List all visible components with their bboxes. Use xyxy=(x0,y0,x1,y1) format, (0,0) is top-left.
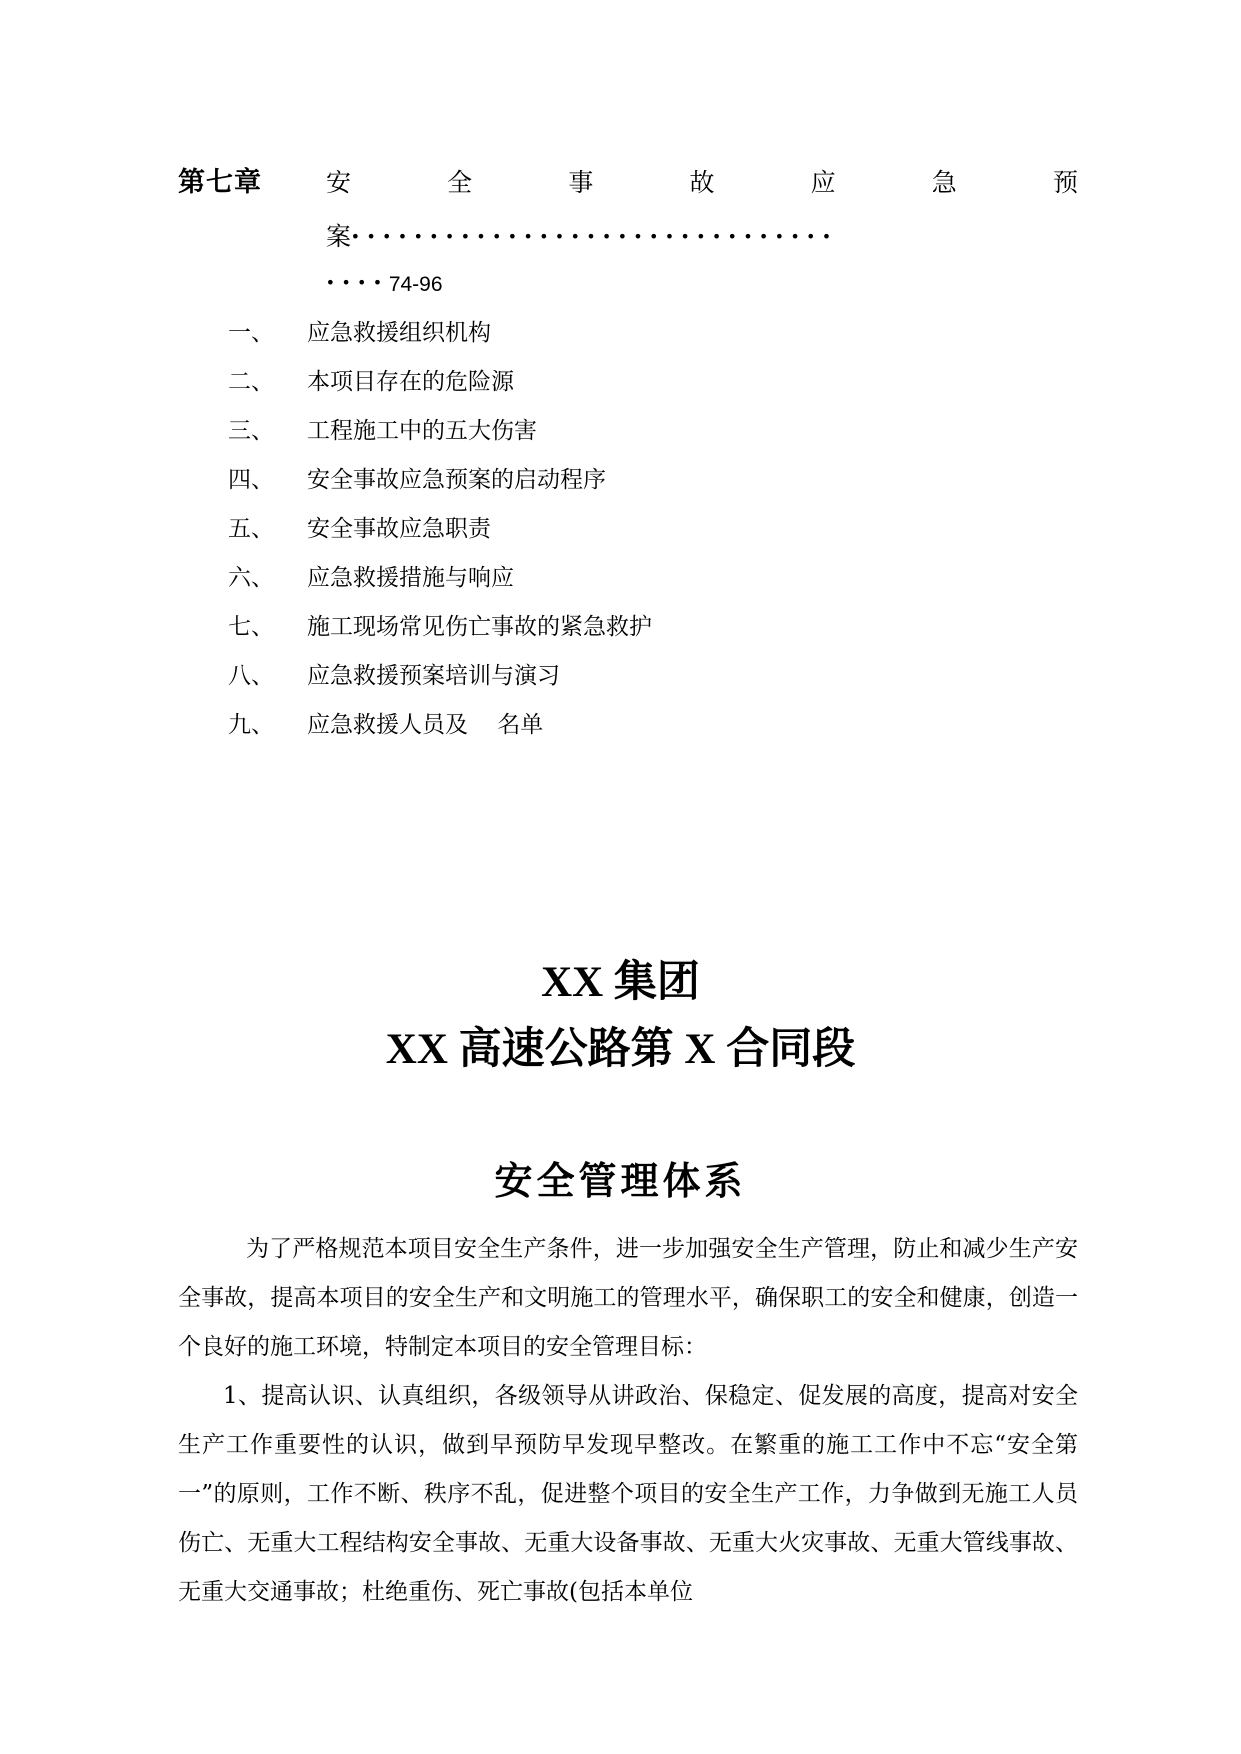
toc-item-number: 九、 xyxy=(228,712,274,738)
toc-item-text: 安全事故应急职责 xyxy=(307,516,491,542)
chapter-title-char: 故 xyxy=(689,168,715,197)
toc-item[interactable] xyxy=(228,658,652,707)
toc-item[interactable] xyxy=(228,462,652,511)
chapter-page-line xyxy=(326,268,443,297)
chapter-title-char: 全 xyxy=(447,168,473,197)
toc-item[interactable] xyxy=(228,707,652,756)
toc-item-text: 本项目存在的危险源 xyxy=(307,369,514,395)
organization-title: XX 集团 xyxy=(541,959,700,1006)
toc-leader-dots: ······························· xyxy=(351,222,838,251)
chapter-title-end: 案 xyxy=(326,222,352,251)
chapter-title-line1 xyxy=(326,163,1078,199)
toc-item-number: 六、 xyxy=(228,565,274,591)
document-title: 安全管理体系 xyxy=(494,1159,747,1203)
toc-item[interactable] xyxy=(228,364,652,413)
chapter-title-char: 应 xyxy=(810,168,836,197)
chapter-title-line2 xyxy=(326,217,1078,253)
contract-section-title: XX 高速公路第 X 合同段 xyxy=(385,1026,856,1073)
toc-section-list xyxy=(228,315,652,756)
toc-chapter-heading xyxy=(178,160,1078,200)
toc-item[interactable] xyxy=(228,609,652,658)
body-paragraph: 为了严格规范本项目安全生产条件，进一步加强安全生产管理，防止和减少生产安全事故，提高本项目的安全生产和文明施工的管理水平，确保职工的安全和健康，创造一个良好的施工环境，特制定本项目的安全管理目标： xyxy=(178,1236,1078,1360)
toc-item-text: 应急救援预案培训与演习 xyxy=(307,663,560,689)
toc-item-number: 一、 xyxy=(228,320,274,346)
chapter-title-char: 急 xyxy=(931,168,957,197)
toc-item-text: 应急救援人员及 名单 xyxy=(307,712,544,738)
toc-item-number: 五、 xyxy=(228,516,274,542)
toc-item-number: 二、 xyxy=(228,369,274,395)
toc-item[interactable] xyxy=(228,413,652,462)
chapter-label: 第七章 xyxy=(178,167,262,198)
toc-item-number: 三、 xyxy=(228,418,274,444)
toc-item-number: 四、 xyxy=(228,467,274,493)
toc-item-text: 施工现场常见伤亡事故的紧急救护 xyxy=(307,614,652,640)
toc-item-text: 应急救援组织机构 xyxy=(307,320,491,346)
toc-item[interactable] xyxy=(228,511,652,560)
body-text xyxy=(178,1225,1078,1617)
toc-item-number: 七、 xyxy=(228,614,274,640)
chapter-title-char: 事 xyxy=(568,168,594,197)
toc-item-text: 安全事故应急预案的启动程序 xyxy=(307,467,606,493)
chapter-title-char: 预 xyxy=(1052,168,1078,197)
toc-item[interactable] xyxy=(228,560,652,609)
chapter-title-char: 安 xyxy=(326,168,352,197)
chapter-page-range: 74-96 xyxy=(388,273,443,296)
toc-item[interactable] xyxy=(228,315,652,364)
toc-item-number: 八、 xyxy=(228,663,274,689)
toc-item-text: 应急救援措施与响应 xyxy=(307,565,514,591)
toc-leader-dots-end: ···· xyxy=(326,268,389,297)
body-paragraph: 1、提高认识、认真组织，各级领导从讲政治、保稳定、促发展的高度，提高对安全生产工作重要性的认识，做到早预防早发现早整改。在繁重的施工工作中不忘“安全第一”的原则，工作不断、秩序不乱，促进整个项目的安全生产工作，力争做到无施工人员伤亡、无重大工程结构安全事故、无重大设备事故、无重大火灾事故、无重大管线事故、无重大交通事故；杜绝重伤、死亡事故(包括本单位 xyxy=(178,1383,1078,1605)
toc-item-text: 工程施工中的五大伤害 xyxy=(307,418,537,444)
